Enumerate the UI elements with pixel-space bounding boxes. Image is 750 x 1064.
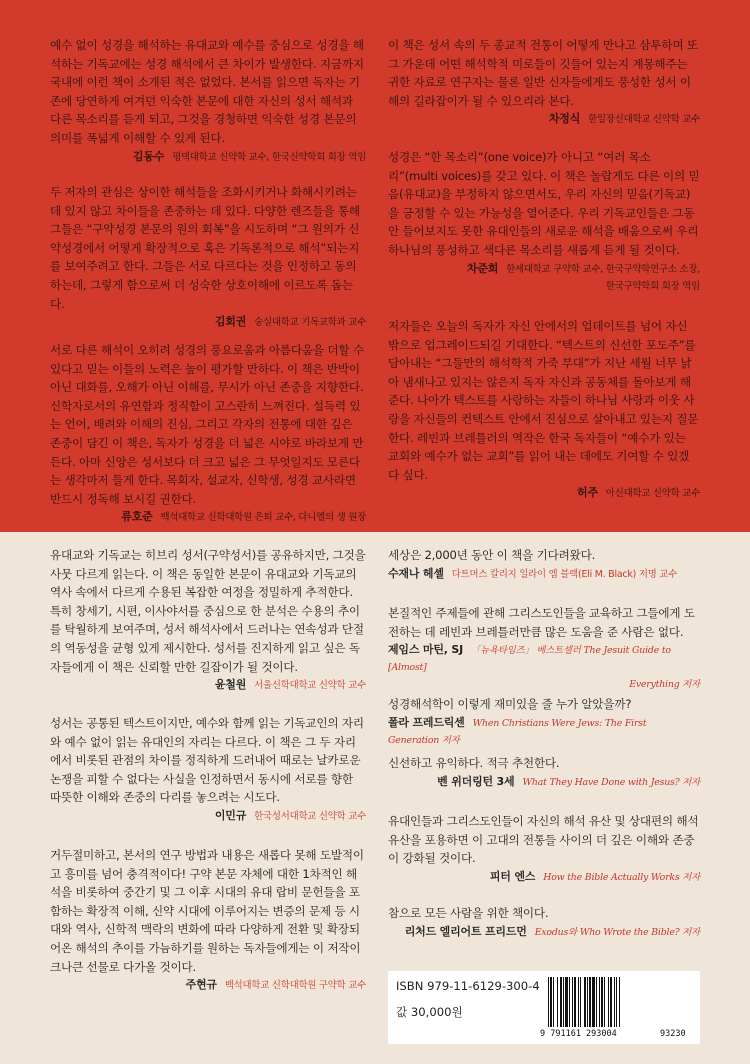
endorser-name: 리처드 엘리어트 프리드먼 [404,924,527,938]
endorser-name: 주현규 [185,978,217,992]
endorsement-text: 성경은 “한 목소리”(one voice)가 아니고 “여러 목소리”(multi voices)를 갖고 있다. 이 책은 놀랍게도 다른 이의 믿음(유대교)을 부정하지 않으면서도, 우리 자신의 믿음(기독교)을 긍정할 수 있는 가능성을 열어준다. 우리 기독교인들은 그동안 들어보지도 못한 유대인들의 새로운 해석을 배움으로써 우리 하나님의 풍성하고 색다른 목소리를 새롭게 듣게 될 것이다. [388,150,700,257]
endorsement-peter-enns [388,812,700,886]
endorsement-attribution [50,148,366,166]
endorsement-attribution [50,313,366,331]
endorser-role: 숭실대학교 기독교학과 교수 [254,317,366,329]
endorser-role: 백석대학교 신학대학원 구약학 교수 [224,980,366,992]
endorsement-susannah-heschel [388,546,700,583]
endorsement-heo-ju [388,317,700,502]
endorsement-attribution [388,773,700,791]
endorsement-kim-dongsu [50,36,366,166]
endorsement-text: 성경해석학이 이렇게 재미있을 줄 누가 알았을까? [388,697,632,711]
endorsement-attribution [388,484,700,502]
endorsement-text: 두 저자의 관심은 상이한 해석들을 조화시키거나 화해시키려는 데 있지 않고 차이들을 존중하는 데 있다. 다양한 렌즈들을 통해 그들은 “구약성경 본문의 원의 회복”을 시도하며 “그 원의가 신약성경에서 어떻게 확장적으로 혹은 기독론적으로 해석”되는지를 보여주려고 한다. 그들은 서로 다르다는 것을 인정하고 동의하는데, 그렇게 함으로써 더 성숙한 상호이해에 이르도록 돕는다. [50,185,360,311]
price-label: 값 30,000원 [396,1005,463,1019]
endorser-name: 피터 엔스 [489,869,536,883]
endorser-role: Everything 저자 [629,679,700,691]
endorser-role: 한국성서대학교 신약학 교수 [254,810,366,822]
barcode-digits-addon: 93230 [660,1029,686,1039]
endorsement-paula-fredriksen [388,695,700,749]
endorsement-james-martin [388,604,700,693]
endorser-name: 류호준 [121,510,153,524]
endorser-name: 김회권 [214,315,247,329]
isbn-label: ISBN 979-11-6129-300-4 [396,979,540,993]
endorser-role: 평택대학교 신약학 교수, 한국신약학회 회장 역임 [172,151,366,163]
endorsement-attribution [388,868,700,886]
endorsement-attribution [388,641,700,676]
endorsement-text: 저자들은 오늘의 독자가 자신 안에서의 업데이트를 넘어 자신 밖으로 업그레이드되길 기대한다. “텍스트의 신선한 포도주”를 담아내는 “그들만의 해석학적 가죽 부대”가 지난 세월 너무 낡아 냄새나고 있지는 않은지 독자 자신과 공동체를 돌아보게 해준다. 나아가 텍스트를 사랑하는 자들이 하나님 사랑과 이웃 사랑을 자신들의 컨텍스트 안에서 진심으로 살아내고 있는지 질문한다. 레빈과 브레틀러의 역작은 한국 독자들이 “예수가 있는 교회와 예수가 없는 교회”를 읽어 내는 데에도 기여할 수 있겠다 싶다. [388,319,699,482]
endorser-name: 벤 위더링턴 3세 [437,774,515,788]
barcode-box [388,971,700,1044]
endorsement-cha-junhui [388,148,700,295]
endorsement-text: 유대인들과 그리스도인들이 자신의 해석 유산 및 상대편의 해석 유산을 포용하면 이 고대의 전통들 사이의 더 깊은 이해와 존중이 강화될 것이다. [388,814,699,866]
barcode-bars [548,977,694,1027]
endorsement-attribution-line2 [388,278,700,295]
endorsement-attribution [50,807,366,825]
endorsement-text: 신선하고 유익하다. 적극 추천한다. [388,756,560,770]
endorsement-text: 참으로 모든 사람을 위한 책이다. [388,906,549,920]
endorsement-text: 서로 다른 해석이 오히려 성경의 풍요로움과 아름다움을 더할 수 있다고 믿는 이들의 노력은 높이 평가할 만하다. 이 책은 반박이 아닌 대화를, 오해가 아닌 이해를, 무시가 아닌 존중을 지향한다. 신학자로서의 유연함과 정직함이 고스란히 느껴진다. 설득력 있는 언어, 배려와 이해의 진심, 그리고 각자의 전통에 대한 깊은 존중이 담긴 이 책은, 독자가 성경을 더 넓은 시야로 바라보게 만든다. 아마 신앙은 성서보다 더 크고 넓은 그 무엇일지도 모른다는 생각마저 들게 한다. 목회자, 설교자, 신학생, 성경 교사라면 반드시 정독해 보시길 권한다. [50,343,364,506]
endorsement-text: 유대교와 기독교는 히브리 성서(구약성서)를 공유하지만, 그것을 사뭇 다르게 읽는다. 이 책은 동일한 본문이 유대교와 기독교의 역사 속에서 다르게 수용된 복잡한 여정을 정밀하게 추적한다. 특히 창세기, 시편, 이사야서를 중심으로 한 분석은 수용의 추이를 탁월하게 보여주며, 성서 해석사에서 드러나는 연속성과 단절의 역동성을 균형 있게 제시한다. 성서를 진지하게 읽고 싶은 독자들에게 이 책은 신뢰할 만한 길잡이가 될 것이다. [50,548,366,674]
endorser-name: 수재나 헤셸 [388,566,444,580]
endorsement-text: 예수 없이 성경을 해석하는 유대교와 예수를 중심으로 성경을 해석하는 기독교에는 성경 해석에서 큰 차이가 발생한다. 지금까지 국내에 이런 책이 소개된 적은 없었다. 본서를 읽으면 독자는 기존에 당연하게 여겨던 익숙한 본문에 대한 자신의 성서 해석과 다른 목소리를 듣게 되고, 그것을 경청하면 익숙한 성경 본문의 의미를 폭넓게 이해할 수 있게 된다. [50,38,364,145]
endorsement-kim-hoegwon [50,183,366,331]
endorser-role: Exodus와 Who Wrote the Bible? 저자 [534,926,700,938]
endorsement-cha-jeongsik [388,36,700,128]
endorser-role: 한국구약학회 회장 역임 [605,280,700,292]
endorser-name: 윤철원 [214,678,247,692]
endorser-name: 제임스 마틴, SJ [388,643,463,657]
endorsement-ben-witherington [388,754,700,791]
endorser-role: 「뉴욕타임즈」 베스트셀러 The Jesuit Guide to [Almost] [388,645,671,674]
endorser-name: 김동수 [132,149,165,163]
endorser-role: 백석대학교 신학대학원 은퇴 교수, 다니엘의 생 원장 [160,512,366,524]
endorsement-text: 거두절미하고, 본서의 연구 방법과 내용은 새롭다 못해 도발적이고 흥미를 넘어 충격적이다! 구약 본문 자체에 대한 1차적인 해석을 비롯하여 중간기 및 그 이후 시대의 유대 랍비 문헌들을 포함하는 확장적 이해, 신약 시대에 이루어지는 변증의 문제 등 시대와 역사, 신학적 맥락의 변화에 따라 다양하게 전환 및 확장되어온 해석의 추이를 가늠하기를 원하는 독자들에게는 이 저작이 크나큰 선물로 다가올 것이다. [50,848,364,974]
endorser-role: 서울신학대학교 신약학 교수 [254,680,366,692]
endorsement-lee-mingyu [50,714,366,825]
endorsement-attribution [388,714,700,749]
endorser-role: 아신대학교 신약학 교수 [605,488,700,500]
endorser-role: How the Bible Actually Works 저자 [543,871,700,883]
endorsement-text: 이 책은 성서 속의 두 종교적 전통이 어떻게 만나고 삼투하며 또 그 가운데 어떤 해석학적 미로들이 깃들어 있는지 계몽해주는 귀한 자료로 연구자는 물론 일반 신자들에게도 풍성한 성서 이해의 길라잡이가 될 수 있으리라 본다. [388,38,698,108]
endorsement-attribution [50,976,366,994]
endorser-name: 차준희 [466,261,499,275]
endorsement-yun-cheolwon [50,546,366,694]
endorsement-attribution [388,565,700,583]
endorser-name: 차정식 [548,112,581,126]
endorsement-attribution [388,260,700,278]
endorsement-attribution-line2 [388,676,700,693]
endorsement-text: 본질적인 주제들에 관해 그리스도인들을 교육하고 그들에게 도전하는 데 레빈과 브레틀러만큼 많은 도움을 준 사람은 없다. [388,606,695,639]
endorsement-ryu-hojun [50,341,366,526]
endorsement-attribution [50,676,366,694]
endorser-role: 다트머스 칼리지 일라이 엠 블랙(Eli M. Black) 저명 교수 [451,568,678,580]
endorsement-text: 성서는 공통된 텍스트이지만, 예수와 함께 읽는 기독교인의 자리와 예수 없이 읽는 유대인의 자리는 다르다. 이 책은 그 두 자리에서 비롯된 관점의 차이를 정직하게 드러내어 때로는 날카로운 논쟁을 피할 수 없다는 사실을 인정하면서 동시에 서로를 향한 따뜻한 이해와 존중의 다리를 놓으려는 시도다. [50,716,364,805]
endorser-role: What They Have Done with Jesus? 저자 [522,776,700,788]
endorser-name: 허주 [577,486,598,500]
endorsement-richard-friedman [388,904,700,941]
endorser-role: 한세대학교 구약학 교수, 한국구약학연구소 소장, [506,263,700,275]
endorser-role: When Christians Were Jews: The First Generation 저자 [388,717,647,746]
barcode-digits-main: 9 791161 293004 [540,1029,617,1039]
endorser-name: 폴라 프레드릭센 [388,715,465,729]
barcode-bar [620,977,623,1027]
endorsement-attribution [388,923,700,941]
endorsement-ju-hyeongyu [50,846,366,994]
endorser-name: 이민규 [214,808,247,822]
endorsement-text: 세상은 2,000년 동안 이 책을 기다려왔다. [388,548,596,562]
endorsement-attribution [388,110,700,128]
endorsement-attribution [50,508,366,526]
endorser-role: 한일장신대학교 신약학 교수 [588,114,700,126]
